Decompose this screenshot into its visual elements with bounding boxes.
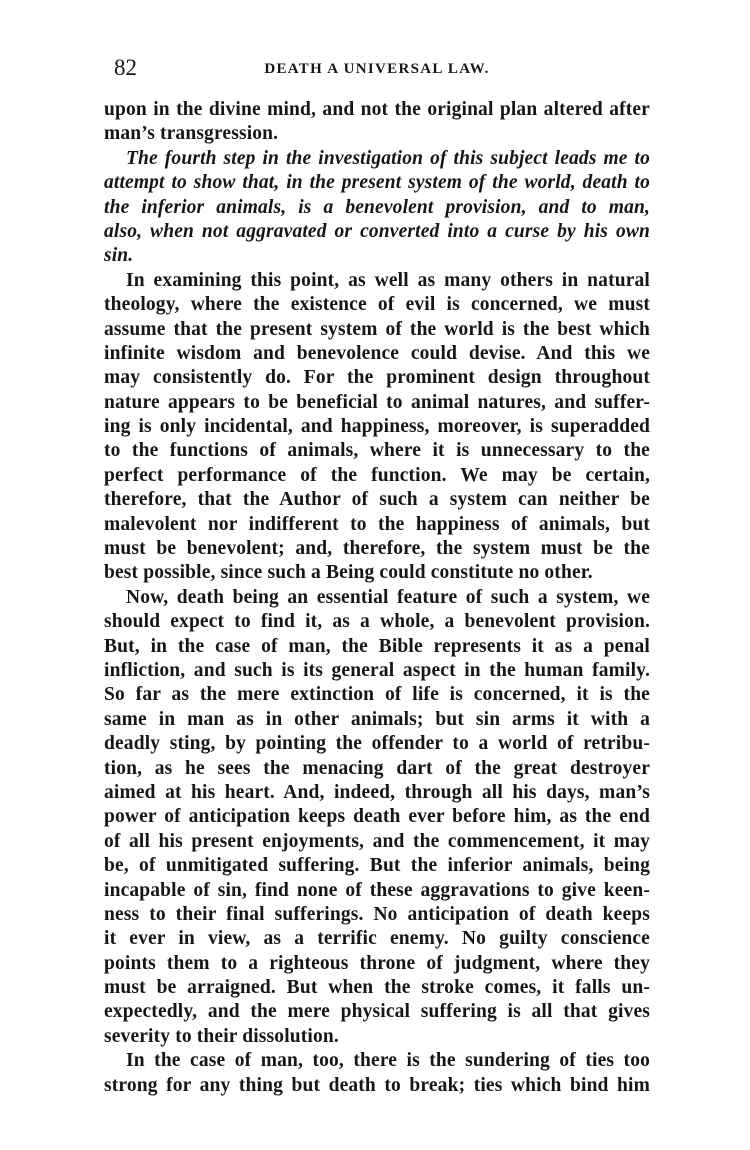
italic-thesis-line: the inferior animals, is a benevolent provision, and to man, (104, 196, 650, 218)
text-line: be, of unmitigated suffering. But the inferior animals, being (104, 855, 650, 877)
page-number: 82 (114, 55, 137, 80)
text-line: must be benevolent; and, therefore, the system must be the (104, 538, 650, 560)
text-line: should expect to find it, as a whole, a benevolent provision. (104, 611, 650, 633)
text-line: infliction, and such is its general aspect in the human family. (104, 659, 650, 681)
text-line: man’s transgression. (104, 123, 279, 145)
text-line: severity to their dissolution. (104, 1025, 339, 1047)
text-line: In the case of man, too, there is the sundering of ties too (126, 1050, 650, 1072)
text-line: must be arraigned. But when the stroke comes, it falls un- (104, 977, 650, 999)
text-line: incapable of sin, find none of these aggravations to give keen- (104, 879, 650, 901)
italic-thesis-line: also, when not aggravated or converted into a curse by his own (104, 220, 650, 242)
text-line: theology, where the existence of evil is concerned, we must (104, 294, 650, 316)
running-head (104, 56, 650, 80)
text-line: So far as the mere extinction of life is concerned, it is the (104, 684, 650, 706)
text-line: therefore, that the Author of such a system can neither be (104, 489, 650, 511)
text-line: ing is only incidental, and happiness, moreover, is superadded (104, 416, 650, 438)
text-line: it ever in view, as a terrific enemy. No guilty conscience (104, 928, 650, 950)
text-line: In examining this point, as well as many others in natural (126, 269, 650, 291)
text-line: infinite wisdom and benevolence could devise. And this we (104, 342, 650, 364)
running-title: DEATH A UNIVERSAL LAW. (264, 61, 490, 77)
text-line: same in man as in other animals; but sin arms it with a (104, 708, 650, 730)
text-line: nature appears to be beneficial to animal natures, and suffer- (104, 391, 650, 413)
text-line: expectedly, and the mere physical suffering is all that gives (104, 1001, 650, 1023)
text-line: of all his present enjoyments, and the commencement, it may (104, 830, 650, 852)
text-line: deadly sting, by pointing the offender to a world of retribu- (104, 733, 650, 755)
text-line: points them to a righteous throne of judgment, where they (104, 952, 650, 974)
italic-thesis-line: sin. (104, 245, 134, 267)
text-line: Now, death being an essential feature of such a system, we (126, 586, 650, 608)
text-line: to the functions of animals, where it is unnecessary to the (104, 440, 650, 462)
text-line: strong for any thing but death to break; ties which bind him (104, 1074, 650, 1096)
text-line: ness to their final sufferings. No anticipation of death keeps (104, 903, 650, 925)
text-line: tion, as he sees the menacing dart of the great destroyer (104, 757, 650, 779)
text-line: aimed at his heart. And, indeed, through all his days, man’s (104, 781, 650, 803)
text-line: perfect performance of the function. We may be certain, (104, 464, 650, 486)
text-line: But, in the case of man, the Bible represents it as a penal (104, 635, 650, 657)
text-line: may consistently do. For the prominent design throughout (104, 367, 650, 389)
body-text (104, 98, 650, 1098)
text-line: upon in the divine mind, and not the original plan altered after (104, 99, 650, 120)
text-line: best possible, since such a Being could constitute no other. (104, 562, 593, 584)
italic-thesis-line: attempt to show that, in the present system of the world, death to (104, 172, 650, 194)
text-line: malevolent nor indifferent to the happiness of animals, but (104, 513, 650, 535)
italic-thesis-line: The fourth step in the investigation of this subject leads me to (126, 147, 650, 169)
text-line: assume that the present system of the world is the best which (104, 318, 650, 340)
text-line: power of anticipation keeps death ever before him, as the end (104, 806, 650, 828)
